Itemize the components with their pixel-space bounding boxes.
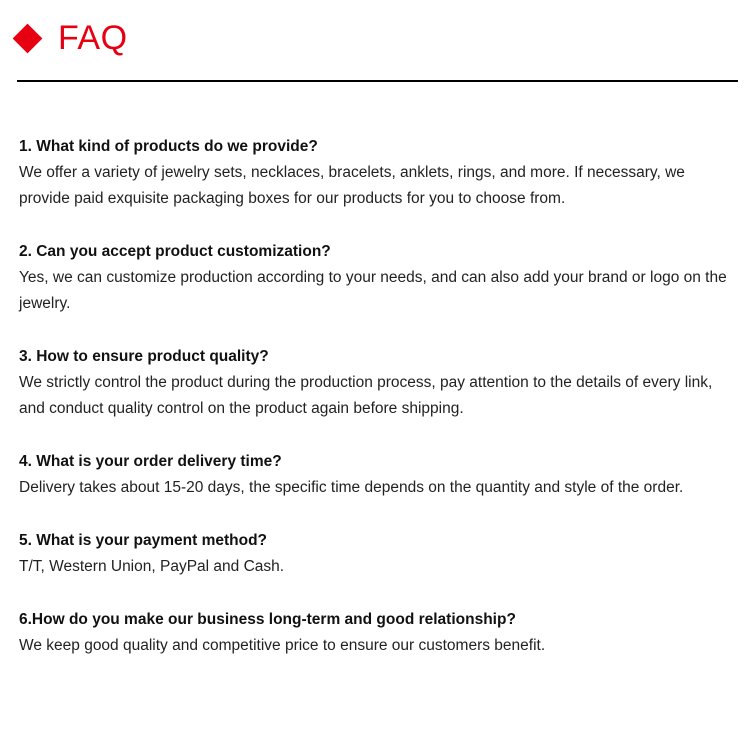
- faq-question: 5. What is your payment method?: [19, 532, 268, 549]
- faq-item: [19, 449, 739, 501]
- faq-question: 1. What kind of products do we provide?: [19, 138, 318, 155]
- faq-answer: Yes, we can customize production according to your needs, and can also add your brand or logo on the jewelry.: [19, 269, 727, 312]
- faq-item: [19, 607, 739, 659]
- page-title: FAQ: [58, 18, 128, 57]
- faq-item: [19, 239, 739, 317]
- faq-question: 2. Can you accept product customization?: [19, 243, 331, 260]
- header-divider: [17, 80, 738, 82]
- faq-list: [19, 134, 739, 686]
- faq-item: [19, 134, 739, 212]
- faq-question: 6.How do you make our business long-term and good relationship?: [19, 611, 516, 628]
- faq-answer: We strictly control the product during the production process, pay attention to the details of every link, and conduct quality control on the product again before shipping.: [19, 374, 713, 417]
- diamond-icon: [13, 23, 43, 53]
- faq-question: 4. What is your order delivery time?: [19, 453, 282, 470]
- faq-item: [19, 528, 739, 580]
- faq-answer: T/T, Western Union, PayPal and Cash.: [19, 558, 285, 575]
- faq-item: [19, 344, 739, 422]
- faq-question: 3. How to ensure product quality?: [19, 348, 269, 365]
- faq-header: [12, 16, 128, 60]
- faq-answer: We offer a variety of jewelry sets, necklaces, bracelets, anklets, rings, and more. If necessary, we provide paid exquisite packaging boxes for our products for you to choose from.: [19, 164, 685, 207]
- faq-answer: Delivery takes about 15-20 days, the specific time depends on the quantity and style of the order.: [19, 479, 684, 496]
- faq-answer: We keep good quality and competitive price to ensure our customers benefit.: [19, 637, 546, 654]
